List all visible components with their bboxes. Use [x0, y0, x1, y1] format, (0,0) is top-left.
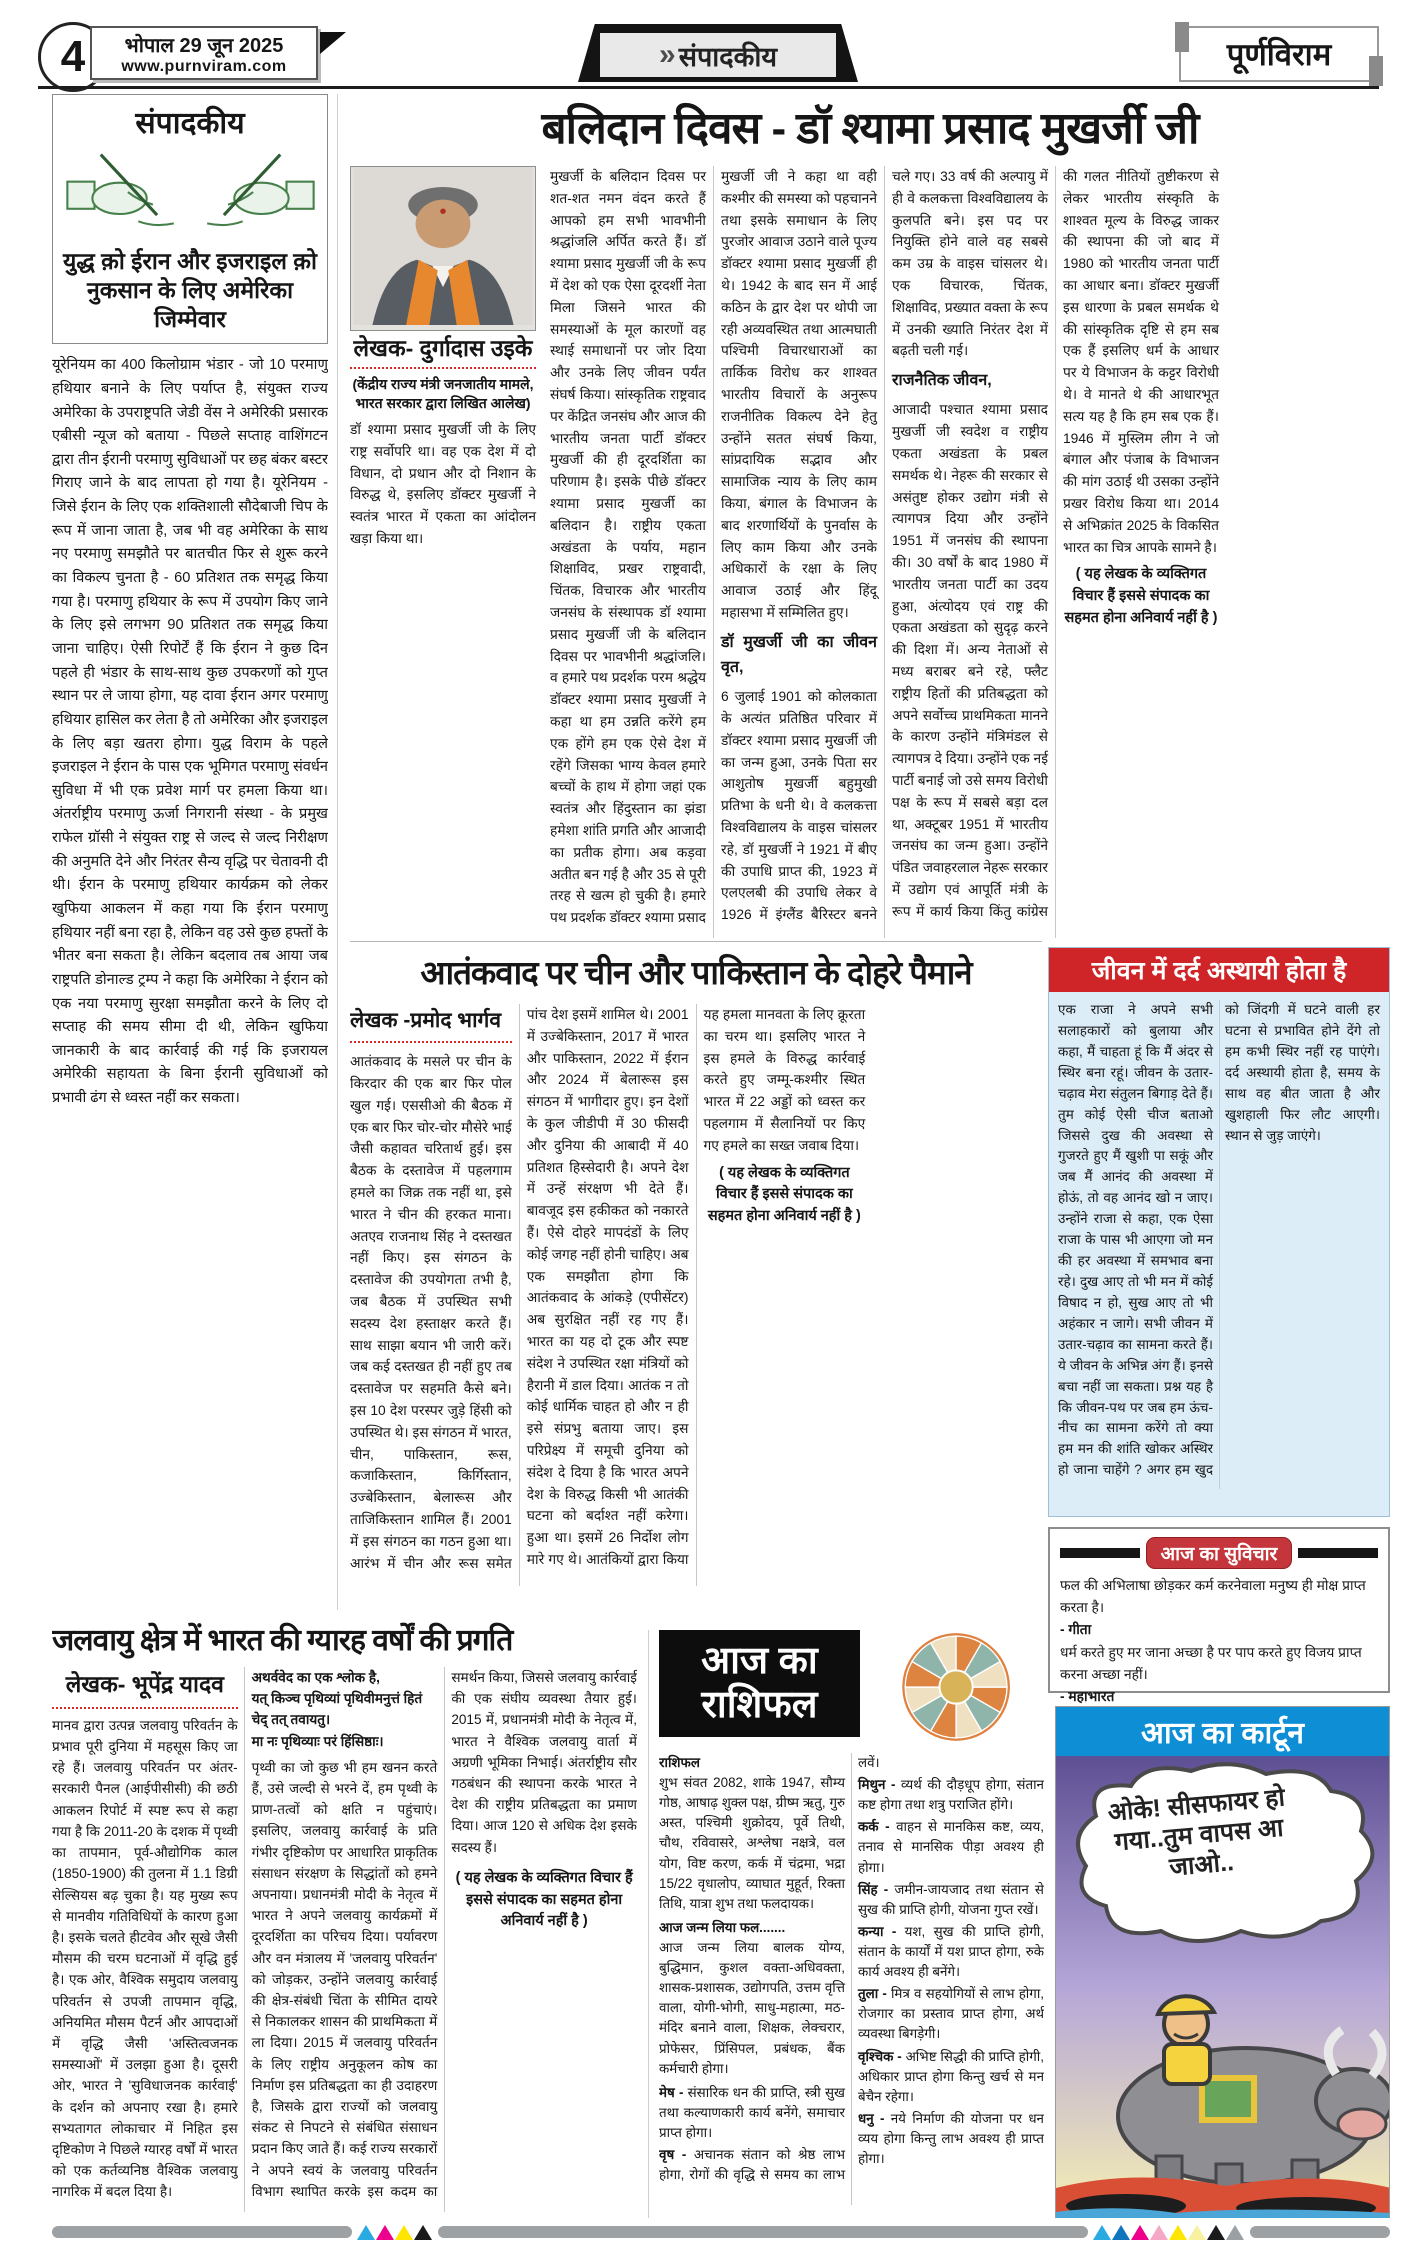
- lead-body-1: मुखर्जी के बलिदान दिवस पर शत-शत नमन वंदन करते हैं आपको हम सभी भावभीनी श्रद्धांजलि अर्पित करते हैं। डॉ श्यामा प्रसाद मुखर्जी जी के रूप में देश को एक ऐसा दूरदर्शी नेता मिला जिसने भारत की समस्याओं के मूल कारणों वह स्थाई समाधानों पर जोर दिया और उनके लिए जीवन पर्यंत संघर्ष किया। सांस्कृतिक राष्ट्रवाद पर केंद्रित जनसंघ और आज की भारतीय जनता पार्टी डॉक्टर मुखर्जी की ही दूरदर्शिता का परिणाम है। इसके पीछे डॉक्टर श्यामा प्रसाद मुखर्जी का बलिदान है। राष्ट्रीय एकता अखंडता के पर्याय, महान शिक्षाविद, प्रखर राष्ट्रवादी, चिंतक, विचारक और भारतीय जनसंघ के संस्थापक डॉ श्यामा प्रसाद मुखर्जी जी के बलिदान दिवस पर भावभीनी श्रद्धांजलि। व हमारे पथ प्रदर्शक परम श्रद्धेय डॉक्टर श्यामा प्रसाद मुखर्जी ने कहा था हम उन्नति करेंगे हम एक होंगे हम एक ऐसे देश में रहेंगे जिसका भाग्य केवल हमारे बच्चों के हाथ में होगा जहां एक स्वतंत्र और हिंदुस्तान का झंडा हमेशा शांति प्रगति और आजादी का प्रतीक होगा। अब कड़वा अतीत बन गई है और 35 से पूरी तरह से खत्म हो चुकी है। हमारे पथ प्रदर्शक डॉक्टर श्यामा प्रसाद मुखर्जी जी ने कहा था वही कश्मीर की समस्या को पहचानने तथा इसके समाधान के लिए पुरजोर आवाज उठाने वाले पूज्य डॉक्टर श्यामा प्रसाद मुखर्जी ही थे। 1942 के बाद सन में आई कठिन के द्वार देश पर थोपी जा रही अव्यवस्थित तथा आत्मघाती पश्चिमी विचारधाराओं का तार्किक विरोध कर शाश्वत भारतीय विचारों के अनुरूप राजनीतिक विकल्प देने हेतु उन्होंने सतत संघर्ष किया, सांप्रदायिक सद्भाव और सामाजिक न्याय के लिए काम किया, बंगाल के विभाजन के बाद शरणार्थियों के पुनर्वास के लिए काम किया और उनके अधिकारों के रक्षा के लिए आवाज उठाई और हिंदू महासभा में सम्मिलित हुए।: [550, 169, 877, 926]
- climate-body-1: मानव द्वारा उत्पन्न जलवायु परिवर्तन के प्रभाव पूरी दुनिया में महसूस किए जा रहे हैं। जलवायु परिवर्तन पर अंतर-सरकारी पैनल (आईपीसीसी) की छठी आकलन रिपोर्ट में स्पष्ट रूप से कहा गया है कि 2011-20 के दशक में पृथ्वी का तापमान, पूर्व-औद्योगिक काल (1850-1900) की तुलना में 1.1 डिग्री सेल्सियस बढ़ चुका है। यह मुख्य रूप से मानवीय गतिविधियों के कारण हुआ है। इसके चलते हीटवेव और सूखे जैसी मौसम की चरम घटनाओं में वृद्धि हुई है। एक ओर, वैश्विक समुदाय जलवायु परिवर्तन से उपजी तापमान वृद्धि, अनियमित मौसम पैटर्न और आपदाओं में वृद्धि जैसी 'अस्तित्वजनक समस्याओं' में उलझा हुआ है। दूसरी ओर, भारत ने 'सुविधाजनक कार्रवाई' के दर्शन को अपनाए रखा है। हमारे सभ्यतागत लोकाचार में निहित इस दृष्टिकोण ने पिछले ग्यारह वर्षों में भारत को एक कर्तव्यनिष्ठ वैश्विक जलवायु नागरिक में बदल दिया है।: [52, 1717, 238, 2200]
- double-chevron-icon: »: [659, 38, 673, 71]
- lead-headline: बलिदान दिवस - डॉ श्यामा प्रसाद मुखर्जी जी: [541, 104, 1199, 153]
- editorial-body: यूरेनियम का 400 किलोग्राम भंडार - जो 10 परमाणु हथियार बनाने के लिए पर्याप्त है, संयुक्त राज्य अमेरिका के उपराष्ट्रपति जेडी वेंस ने अमेरिकी प्रसारक एबीसी न्यूज को बताया - पिछले सप्ताह वाशिंगटन द्वारा तीन ईरानी परमाणु सुविधाओं पर छह बंकर बस्टर गिराए जाने के बाद लापता हो गया है। यूरेनियम - जिसे ईरान के लिए एक शक्तिशाली सौदेबाजी चिप के रूप में जाना जाता है, जब भी वह अमेरिका के साथ नए परमाणु समझौते पर बातचीत फिर से शुरू करने का विकल्प चुनता है - 60 प्रतिशत तक समृद्ध किया गया है। परमाणु हथियार के रूप में उपयोग किए जाने के लिए इसे लगभग 90 प्रतिशत तक समृद्ध किया जाना चाहिए। ऐसी रिपोर्टें हैं कि ईरान ने कुछ दिन पहले ही भंडार के साथ-साथ कुछ उपकरणों को गुप्त स्थान पर ले जाया होगा, यह दावा ईरान अगर परमाणु हथियार हासिल कर लेता है तो अमेरिका और इजराइल के लिए बड़ा खतरा होगा। युद्ध विराम के पहले इजराइल ने ईरान के पास एक भूमिगत परमाणु संवर्धन सुविधा में भी एक प्रवेश मार्ग पर हमला किया था। अंतर्राष्ट्रीय परमाणु ऊर्जा निगरानी संस्था - के प्रमुख राफेल ग्रॉसी ने संयुक्त राष्ट्र से जल्द से जल्द निरीक्षण की अनुमति देने और निरंतर सैन्य वृद्धि पर चेतावनी दी थी। ईरान के परमाणु हथियार कार्यक्रम को लेकर खुफिया आकलन में कहा गया कि ईरान परमाणु हथियार नहीं बना रहा है, लेकिन वह उसे कुछ हफ्तों के भीतर बना सकता है। लेकिन बदलाव तब आया जब राष्ट्रपति डोनाल्ड ट्रम्प ने कहा कि अमेरिका ने ईरान को एक नया परमाणु सुरक्षा समझौता करने के लिए दो सप्ताह की समय सीमा दी थी, लेकिन खुफिया जानकारी के बाद कार्रवाई की गई कि इजरायल अमेरिकी सहायता के बिना ईरानी सुविधाओं को प्रभावी ढंग से ध्वस्त नहीं कर सकता।: [52, 357, 328, 1107]
- thought-source-1: - गीता: [1060, 1622, 1092, 1638]
- horoscope-birth-note: आज जन्म लिया बालक योग्य, बुद्धिमान, कुशल वक्ता-अधिवक्ता, शासक-प्रशासक, उद्योगपति, उत्तम वृत्ति वाला, योगी-भोगी, साधु-महात्मा, मठ-मंदिर बनाने वाला, शिक्षक, लेक्चरार, प्रोफेसर, प्रिंसिपल, प्रबंधक, बैंक कर्मचारी होगा।: [659, 1939, 845, 2076]
- header-rule: [38, 86, 1379, 89]
- author-portrait-graphic: [351, 167, 535, 325]
- lead-article: [350, 94, 1390, 938]
- sign-aries: मेष - संसारिक धन की प्राप्ति, स्त्री सुख तथा कल्याणकारी कार्य बनेंगे, समाचार प्राप्त होगा।: [659, 2083, 845, 2143]
- footer-triangle-icon: [1093, 2225, 1111, 2240]
- sign-virgo: कन्या - यश, सुख की प्राप्ति होगी, संतान के कार्यों में यश प्राप्त होगा, रुके कार्य अवश्य ही बनेंगे।: [858, 1922, 1044, 1982]
- sign-taurus: वृष - अचानक संतान को श्रेष्ठ लाभ होगा, रोगों की वृद्धि से समय का लाभ लवें।: [659, 1753, 1044, 2205]
- footer-triangle-icon: [1169, 2225, 1187, 2240]
- horoscope-lead-label: राशिफल: [659, 1755, 700, 1770]
- thought-source-2: - महाभारत: [1060, 1689, 1115, 1705]
- thought-quote-2: धर्म करते हुए मर जाना अच्छा है पर पाप करते हुए विजय प्राप्त करना अच्छा नहीं।: [1060, 1645, 1362, 1683]
- lead-author-block: [350, 166, 536, 938]
- website-url[interactable]: www.purnviram.com: [121, 58, 287, 75]
- lead-author-description: (केंद्रीय राज्य मंत्री जनजातीय मामले, भारत सरकार द्वारा लिखित आलेख): [352, 376, 534, 411]
- thought-quote-1: फल की अभिलाषा छोड़कर कर्म करनेवाला मनुष्य ही मोक्ष प्राप्त करता है।: [1060, 1578, 1366, 1616]
- section-title-box: [600, 33, 836, 77]
- horoscope-columns: [659, 1753, 1044, 2205]
- lead-intro-text: डॉ श्यामा प्रसाद मुखर्जी जी के लिए राष्ट्र सर्वोपरि था। वह एक देश में दो विधान, दो प्रधान और दो निशान के विरुद्ध थे, इसलिए डॉक्टर मुखर्जी ने स्वतंत्र भारत में एकता का आंदोलन खड़ा किया था।: [350, 422, 536, 546]
- lead-body-3: आजादी पश्चात श्यामा प्रसाद मुखर्जी जी स्वदेश व राष्ट्रीय एकता अखंडता के प्रबल समर्थक थे। नेहरू की सरकार से असंतुष्ट होकर उद्योग मंत्री से त्यागपत्र दिया और उन्होंने 1951 में जनसंघ की स्थापना की। 30 वर्षों के बाद 1980 में भारतीय जनता पार्टी का उदय हुआ, अंत्योदय एवं राष्ट्र की एकता अखंडता को सुदृढ़ करने की दिशा में। अन्य नेताओं से मध्य बराबर बने रहे, फ्लैट राष्ट्रीय हितों की प्रतिबद्धता को अपने सर्वोच्च प्राथमिकता मानने के कारण उन्होंने मंत्रिमंडल से त्यागपत्र दे दिया। उन्होंने एक नई पार्टी बनाई जो उसे समय विरोधी पक्ष के रूप में सबसे बड़ा दल था, अक्टूबर 1951 में भारतीय जनसंघ का जन्म हुआ। उन्होंने पंडित जवाहरलाल नेहरू सरकार में उद्योग एवं आपूर्ति मंत्री के रूप में कार्य किया किंतु कांग्रेस की गलत नीतियों तुष्टीकरण से लेकर भारतीय संस्कृति के शाश्वत मूल्य के विरुद्ध जाकर की स्थापना की जो बाद में 1980 को भारतीय जनता पार्टी का आधार बना। डॉक्टर मुखर्जी इस धारणा के प्रबल समर्थक थे की सांस्कृतिक दृष्टि से हम सब एक हैं इसलिए धर्म के आधार पर ये विभाजन के कट्टर विरोधी थे। वे मानते थे की आधारभूत सत्य यह है कि हम सब एक हैं। 1946 में मुस्लिम लीग ने जो बंगाल और पंजाब के विभाजन की मांग उठाई थी उसका उन्होंने प्रखर विरोध किया था। 2014 से अभिक्रांत 2025 के विकसित भारत का चित्र आपके सामने है।: [892, 169, 1219, 919]
- footer-triangles-left: [357, 2225, 433, 2240]
- climate-shlok-2: मा नः पृथिव्याः परं हिंसिष्ठाः।: [251, 1733, 384, 1749]
- date-box: [90, 26, 318, 80]
- climate-shlok-1: यत् किञ्च पृथिव्यां पृथिवीमनुत्तं हितं चेद् तत् तवायतु।: [251, 1691, 423, 1728]
- editorial-box-title: संपादकीय: [135, 107, 245, 140]
- footer-triangle-icon: [414, 2225, 432, 2240]
- footer-triangle-icon: [395, 2225, 413, 2240]
- footer-triangle-icon: [1131, 2225, 1149, 2240]
- climate-disclaimer: ( यह लेखक के व्यक्तिगत विचार हैं इससे संपादक का सहमत होना अनिवार्य नहीं है ): [455, 1869, 633, 1930]
- lead-subhead-politics: राजनैतिक जीवन,: [892, 372, 992, 390]
- footer-triangle-icon: [1226, 2225, 1244, 2240]
- editorial-box: [52, 94, 328, 344]
- thought-of-day-box: [1048, 1527, 1390, 1705]
- thought-title-badge: आज का सुविचार: [1146, 1537, 1293, 1569]
- sign-gemini: मिथुन - व्यर्थ की दौड़धूप होगा, संतान कष्ट होगा तथा शत्रु पराजित होंगे।: [858, 1775, 1044, 1815]
- terror-body: आतंकवाद के मसले पर चीन के किरदार की एक बार फिर पोल खुल गई। एससीओ की बैठक में एक बार फिर चोर-चोर मौसेरे भाई जैसी कहावत चरितार्थ हुई। इस बैठक के दस्तावेज में पहलगाम हमले का जिक्र तक नहीं था, इसे भारत ने चीन की हरकत माना। अतएव राजनाथ सिंह ने दस्तखत नहीं किए। इस संगठन के दस्तावेज की उपयोगता तभी है, जब बैठक में उपस्थित सभी सदस्य देश हस्ताक्षर करते हैं। साथ साझा बयान भी जारी करें। जब कई दस्तखत ही नहीं हुए तब दस्तावेज पर सहमति कैसे बने। इस 10 देश परस्पर जुड़े हिंसी को उपस्थित थे। इस संगठन में भारत, चीन, पाकिस्तान, रूस, कजाकिस्तान, किर्गिस्तान, उज्बेकिस्तान, बेलारूस और ताजिकिस्तान शामिल हैं। 2001 में इस संगठन का गठन हुआ था। आरंभ में चीन और रूस समेत पांच देश इसमें शामिल थे। 2001 में उज्बेकिस्तान, 2017 में भारत और पाकिस्तान, 2022 में ईरान और 2024 में बेलारूस इस संगठन में भागीदार हुए। इन देशों के कुल जीडीपी में 30 फीसदी और दुनिया की आबादी में 40 प्रतिशत हिस्सेदारी है। अपने देश में उन्हें संरक्षण भी देते हैं। बावजूद इस हकीकत को नकारते हैं। ऐसे दोहरे मापदंडों के लिए कोई जगह नहीं होनी चाहिए। अब एक समझौता होगा कि आतंकवाद के आंकड़े (एपीसेंटर) अब सुरक्षित नहीं रह गए हैं। भारत का यह दो टूक और स्पष्ट संदेश ने उपस्थित रक्षा मंत्रियों को हैरानी में डाल दिया। आतंक न तो कोई धार्मिक चाहत हो और न ही इसे संप्रभु बताया जाए। इस परिप्रेक्ष्य में समूची दुनिया को संदेश दे दिया है कि भारत अपने देश के विरुद्ध किसी भी आतंकी घटना को बर्दाश्त नहीं करेगा। हुआ था। इसमें 26 निर्दोश लोग मारे गए थे। आतंकियों द्वारा किया यह हमला मानवता के लिए क्रूरता का चरम था। इसलिए भारत ने इस हमले के विरुद्ध कार्रवाई करते हुए जम्मू-कश्मीर स्थित भारत में 22 अड्डों को ध्वस्त कर पहलगाम में सैलानियों पर किए गए हमले का सख्त जवाब दिया।: [350, 1007, 866, 1571]
- thought-header-bar-left: [1060, 1548, 1140, 1558]
- thought-header-bar-right: [1298, 1548, 1378, 1558]
- sign-libra: तुला - मित्र व सहयोगियों से लाभ होगा, रोजगार का प्रस्ताव प्राप्त होगा, अर्थ व्यवस्था बिगड़ेगी।: [858, 1984, 1044, 2044]
- section-banner: [578, 24, 858, 82]
- cartoon-speech-bubble: ओके! सीसफायर हो गया..तुम वापस आ जाओ..: [1106, 1783, 1287, 1882]
- cartoon-title: आज का कार्टून: [1056, 1707, 1389, 1756]
- life-pain-title: जीवन में दर्द अस्थायी होता है: [1049, 948, 1389, 992]
- page-header: [38, 24, 1379, 82]
- terror-disclaimer: ( यह लेखक के व्यक्तिगत विचार हैं इससे संपादक का सहमत होना अनिवार्य नहीं है ): [707, 1164, 861, 1225]
- lead-disclaimer: ( यह लेखक के व्यक्तिगत विचार हैं इससे संपादक का सहमत होना अनिवार्य नहीं है ): [1064, 566, 1218, 626]
- climate-article: [52, 1618, 637, 2218]
- footer-strip: [52, 2224, 1390, 2240]
- horoscope-birth-lead: आज जन्म लिया फल.......: [659, 1919, 786, 1935]
- footer-triangle-icon: [376, 2225, 394, 2240]
- horoscope-header: [659, 1630, 1044, 1745]
- horoscope-panchang: शुभ संवत 2082, शाके 1947, सौम्य गोष्ठ, आषाढ़ शुक्ल पक्ष, ग्रीष्म ऋतु, गुरु अस्त, पश्चिमी शुक्रोदय, पूर्वे तिथी, चौथ, रविवासरे, अश्लेषा नक्षत्रे, वल योग, विष्ट करण, कर्क में चंद्रमा, भद्रा 15/22 वृधालोप, व्याघात मुहूर्त, रिक्ता तिथि, यात्रा शुभ तथा फलदायक।: [659, 1775, 845, 1911]
- terror-article: [350, 947, 1042, 1608]
- lead-subhead-life: डॉ मुखर्जी जी का जीवन वृत,: [721, 633, 877, 676]
- sign-sagittarius: धनु - नये निर्माण की योजना पर धन व्यय होगा किन्तु लाभ अवश्य ही प्राप्त होगा।: [858, 2109, 1044, 2169]
- lead-body-2: 6 जुलाई 1901 को कोलकाता के अत्यंत प्रतिष्ठित परिवार में डॉक्टर श्यामा प्रसाद मुखर्जी जी का जन्म हुआ, उनके पिता सर आशुतोष मुखर्जी बहुमुखी प्रतिभा के धनी थे। वे कलकत्ता विश्वविद्यालय के वाइस चांसलर रहे, डॉ मुखर्जी ने 1921 में बीए की उपाधि प्राप्त की, 1923 में एलएलबी की उपाधि लेकर वे 1926 में इंग्लैंड बैरिस्टर बनने चले गए। 33 वर्ष की अल्पायु में ही वे कलकत्ता विश्वविद्यालय के कुलपति बने। इस पद पर नियुक्ति होने वाले वह सबसे कम उम्र के वाइस चांसलर थे। एक विचारक, चिंतक, शिक्षाविद, प्रख्यात वक्ता के रूप में उनकी ख्याति निरंतर देश में बढ़ती चली गई।: [721, 169, 1048, 923]
- lead-article-body: [350, 166, 1390, 938]
- climate-article-columns: [52, 1667, 637, 2212]
- footer-bar: [438, 2226, 1088, 2238]
- section-title: संपादकीय: [678, 41, 777, 72]
- writing-hands-illustration: [63, 142, 318, 238]
- cartoon-box: [1055, 1706, 1390, 2218]
- footer-bar: [1250, 2226, 1390, 2238]
- life-pain-body: एक राजा ने अपने सभी सलाहकारों को बुलाया और कहा, मैं चाहता हूं कि मैं अंदर से स्थिर बना रहूं। जीवन के उतार-चढ़ाव मेरा संतुलन बिगाड़ देते हैं। तुम कोई ऐसी चीज बताओ जिससे दुख की अवस्था से गुजरते हुए मैं खुशी पा सकूं और जब मैं आनंद की अवस्था में होऊं, तो वह आनंद खो न जाए। उन्होंने राजा से कहा, एक ऐसा राजा के पास भी आएगा जो मन की हर अवस्था में समभाव बना रहे। दुख आए तो भी मन में कोई विषाद न हो, सुख आए तो भी अहंकार न जागे। सभी जीवन में उतार-चढ़ाव का सामना करते हैं। ये जीवन के अभिन्न अंग हैं। इनसे बचा नहीं जा सकता। प्रश्न यह है कि जीवन-पथ पर जब हम ऊंच-नीच का सामना करेंगे तो क्या हम मन की शांति खोकर अस्थिर हो जाना चाहेंगे ? अगर हम खुद को जिंदगी में घटने वाली हर घटना से प्रभावित होने देंगे तो हम कभी स्थिर नहीं रह पाएंगे। दर्द अस्थायी होता है, समय के साथ वह बीत जाता है और खुशहाली फिर लौट आएगी। स्थान से जुड़ जाएंगे।: [1058, 1002, 1380, 1478]
- terror-headline: आतंकवाद पर चीन और पाकिस्तान के दोहरे पैमाने: [420, 954, 972, 991]
- climate-body-2: पृथ्वी का जो कुछ भी हम खनन करते हैं, उसे जल्दी से भरने दें, हम पृथ्वी के प्राण-तत्वों को क्षति न पहुंचाएं। इसलिए, जलवायु कार्रवाई के प्रति गंभीर दृष्टिकोण पर आधारित प्राकृतिक संसाधन संरक्षण के सिद्धांतों को हमने अपनाया। प्रधानमंत्री मोदी के नेतृत्व में भारत ने अपने जलवायु कार्यक्रमों में दूरदर्शिता का परिचय दिया। पर्यावरण और वन मंत्रालय में 'जलवायु परिवर्तन' को जोड़कर, उन्होंने जलवायु कार्रवाई की क्षेत्र-संबंधी चिंता के सीमित दायरे से निकालकर शासन की प्राथमिकता में ला दिया। 2015 में जलवायु परिवर्तन के लिए राष्ट्रीय अनुकूलन कोष का निर्माण इस प्रतिबद्धता का ही उदाहरण है, जिसके द्वारा राज्यों को जलवायु संकट से निपटने से संबंधित संसाधन प्रदान किए जाते हैं। कई राज्य सरकारों ने अपने स्वयं के जलवायु परिवर्तन विभाग स्थापित करके इस कदम का समर्थन किया, जिससे जलवायु कार्रवाई की एक संघीय व्यवस्था तैयार हुई। 2015 में, प्रधानमंत्री मोदी के नेतृत्व में, भारत ने वैश्विक जलवायु वार्ता में अग्रणी भूमिका निभाई। अंतर्राष्ट्रीय सौर गठबंधन की स्थापना करके भारत ने देश की राष्ट्रीय प्रतिबद्धता का प्रमाण दिया। आज 120 से अधिक देश इसके सदस्य हैं।: [251, 1670, 637, 2199]
- sign-leo: सिंह - जमीन-जायजाद तथा संतान से सुख की प्राप्ति होगी, योजना गुप्त रखें।: [858, 1880, 1044, 1920]
- editorial-headline: युद्ध क़ो ईरान और इजराइल क़ो नुकसान के लिए अमेरिका जिम्मेवार: [63, 248, 317, 332]
- footer-triangle-icon: [357, 2225, 375, 2240]
- footer-bar: [52, 2226, 352, 2238]
- horoscope-section: [648, 1630, 1044, 2218]
- sign-scorpio: वृश्चिक - अभिष्ट सिद्धी की प्राप्ति होगी, अधिकार प्राप्त होगा किन्तु खर्च से मन बेचैन रहेगा।: [858, 2047, 1044, 2107]
- section-divider-rule: [350, 941, 1042, 942]
- terror-author-byline: लेखक -प्रमोद भार्गव: [350, 1004, 512, 1043]
- author-photo: [350, 166, 536, 331]
- horoscope-title: आज का राशिफल: [659, 1630, 860, 1737]
- masthead-logo: पूर्णविराम: [1179, 26, 1379, 82]
- date-flag-decoration: [320, 32, 346, 54]
- page-number: 4: [38, 22, 108, 92]
- zodiac-wheel-icon: [868, 1630, 1044, 1745]
- lead-article-columns: [550, 166, 1390, 938]
- sign-cancer: कर्क - वाहन से मानकिस कष्ट, व्यय, तनाव से मानसिक पीड़ा अवश्य ही होगा।: [858, 1817, 1044, 1877]
- climate-shlok-intro: अथर्ववेद का एक श्लोक है,: [251, 1670, 380, 1685]
- footer-triangle-icon: [1112, 2225, 1130, 2240]
- life-pain-box: [1048, 947, 1390, 1517]
- footer-triangles-right: [1093, 2225, 1245, 2240]
- city-date: भोपाल 29 जून 2025: [124, 35, 284, 57]
- climate-headline: जलवायु क्षेत्र में भारत की ग्यारह वर्षों की प्रगति: [52, 1624, 513, 1657]
- thought-header: [1060, 1537, 1378, 1569]
- footer-triangle-icon: [1150, 2225, 1168, 2240]
- cartoon-art: [1056, 1756, 1389, 2218]
- terror-article-columns: [350, 1004, 1042, 1586]
- editorial-column: [52, 94, 338, 1610]
- footer-triangle-icon: [1207, 2225, 1225, 2240]
- climate-author-byline: लेखक- भूपेंद्र यादव: [52, 1667, 238, 1709]
- footer-triangle-icon: [1188, 2225, 1206, 2240]
- lead-author-byline: लेखक- दुर्गादास उइके: [350, 331, 536, 369]
